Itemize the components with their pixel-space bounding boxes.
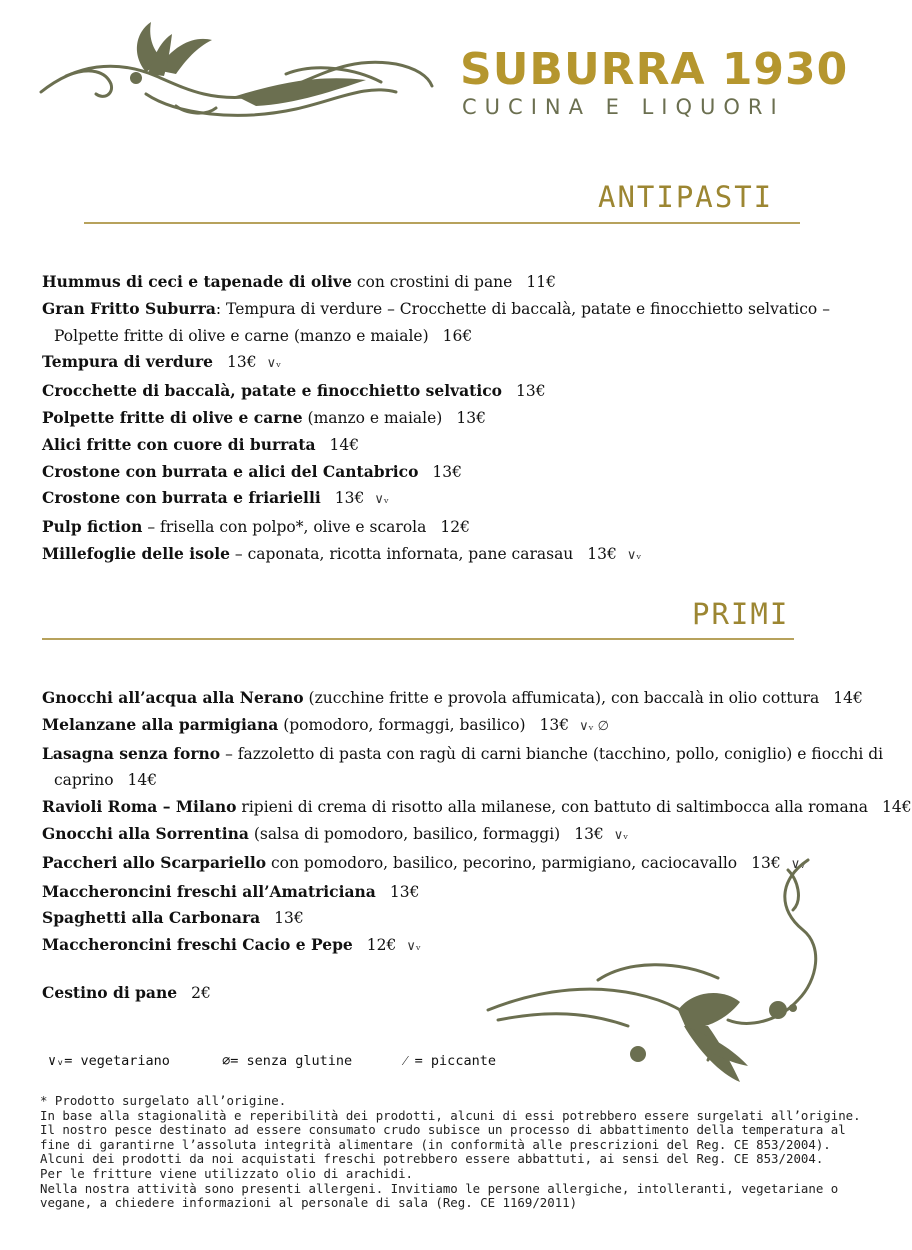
vegetarian-icon: ∨ᵥ xyxy=(790,856,806,872)
note-line: Per le fritture viene utilizzato olio di arachidi. xyxy=(40,1165,413,1181)
menu-item: Melanzane alla parmigiana (pomodoro, formaggi, basilico) 13€ ∨ᵥ ∅ xyxy=(42,714,609,734)
menu-item: Tempura di verdure 13€ ∨ᵥ xyxy=(42,352,281,372)
vegetarian-icon: ∨ᵥ xyxy=(626,547,642,563)
section-title-primi: PRIMI xyxy=(692,597,790,631)
vegetarian-icon: ∨ᵥ xyxy=(266,356,281,372)
menu-item: Cestino di pane 2€ xyxy=(42,983,211,1002)
menu-item: Spaghetti alla Carbonara 13€ xyxy=(42,908,304,928)
section-title-antipasti: ANTIPASTI xyxy=(598,180,774,214)
note-line: Alcuni dei prodotti da noi acquistati freschi potrebbero essere abbattuti, ai sensi del Reg. CE 853/2004. xyxy=(40,1151,824,1167)
note-line: * Prodotto surgelato all’origine. xyxy=(40,1093,287,1108)
vegetarian-icon: ∨ᵥ xyxy=(613,827,629,843)
menu-item: Maccheroncini freschi Cacio e Pepe 12€ ∨ᵥ xyxy=(42,935,421,955)
legend xyxy=(48,1053,540,1069)
menu-item-continuation: caprino 14€ xyxy=(54,771,158,790)
menu-item: Paccheri allo Scarpariello con pomodoro, basilico, pecorino, parmigiano, caciocavallo 13€ ∨ᵥ xyxy=(42,852,806,872)
menu-item: Gnocchi all’acqua alla Nerano (zucchine fritte e provola affumicata), con baccalà in olio cottura 14€ xyxy=(42,688,863,707)
menu-item-continuation: Polpette fritte di olive e carne (manzo e maiale) 16€ xyxy=(54,326,473,345)
menu-item: Crostone con burrata e friarielli 13€ ∨ᵥ xyxy=(42,488,389,508)
vegetarian-icon: ∨ᵥ xyxy=(406,939,421,955)
section-divider xyxy=(42,638,794,640)
menu-item: Lasagna senza forno – fazzoletto di pasta con ragù di carni bianche (tacchino, pollo, coniglio) e fiocchi di xyxy=(42,743,884,763)
logo-flourish xyxy=(36,14,436,129)
menu-item: Crostone con burrata e alici del Cantabrico 13€ xyxy=(42,461,463,481)
note-line: fine di garantirne l’assoluta integrità alimentare (in conformità alle prescrizioni del Reg. CE 853/2004). xyxy=(40,1136,831,1152)
gluten-free-icon: ∅ xyxy=(222,1053,231,1069)
brand-tagline: CUCINA E LIQUORI xyxy=(462,95,785,119)
note-line: Nella nostra attività sono presenti allergeni. Invitiamo le persone allergiche, intolleranti, vegetariane o xyxy=(40,1180,839,1196)
menu-item: Pulp fiction – frisella con polpo*, olive e scarola 12€ xyxy=(42,517,470,537)
menu-item: Ravioli Roma – Milano ripieni di crema di risotto alla milanese, con battuto di saltimbocca alla romana 14€ xyxy=(42,797,912,817)
menu-item: Gnocchi alla Sorrentina (salsa di pomodoro, basilico, formaggi) 13€ ∨ᵥ xyxy=(42,823,629,843)
note-line: vegane, a chiedere informazioni al personale di sala (Reg. CE 1169/2011) xyxy=(40,1195,578,1211)
note-line: Il nostro pesce destinato ad essere consumato crudo subisce un processo di abbattimento della temperatura al xyxy=(40,1122,846,1138)
section-divider xyxy=(84,222,800,224)
footnotes xyxy=(40,1094,870,1211)
menu-item: Alici fritte con cuore di burrata 14€ xyxy=(42,434,360,454)
vegetarian-gluten-free-icon: ∨ᵥ ∅ xyxy=(579,718,609,734)
vegetarian-icon: ∨ᵥ xyxy=(48,1053,65,1069)
menu-item: Crocchette di baccalà, patate e finocchietto selvatico 13€ xyxy=(42,381,546,401)
menu-item: Hummus di ceci e tapenade di olive con crostini di pane 11€ xyxy=(42,272,556,291)
antipasti-list xyxy=(42,269,862,570)
legend-gluten-free: ∅= senza glutine xyxy=(222,1053,353,1069)
legend-vegetarian: ∨ᵥ= vegetariano xyxy=(48,1053,170,1069)
vegetarian-icon: ∨ᵥ xyxy=(374,492,389,508)
menu-item: Gran Fritto Suburra: Tempura di verdure – Crocchette di baccalà, patate e finocchietto selvatico – xyxy=(42,298,830,318)
brand-name: SUBURRA 1930 xyxy=(460,44,849,95)
chili-pepper-icon: ⁄ xyxy=(404,1053,407,1069)
note-line: In base alla stagionalità e reperibilità dei prodotti, alcuni di essi potrebbero essere surgelati all’origine. xyxy=(40,1107,861,1123)
menu-item: Maccheroncini freschi all’Amatriciana 13€ xyxy=(42,881,420,901)
legend-spicy: ⁄ = piccante xyxy=(404,1053,496,1069)
menu-item: Millefoglie delle isole – caponata, ricotta infornata, pane carasau 13€ ∨ᵥ xyxy=(42,543,642,563)
menu-item: Polpette fritte di olive e carne (manzo e maiale) 13€ xyxy=(42,407,486,427)
